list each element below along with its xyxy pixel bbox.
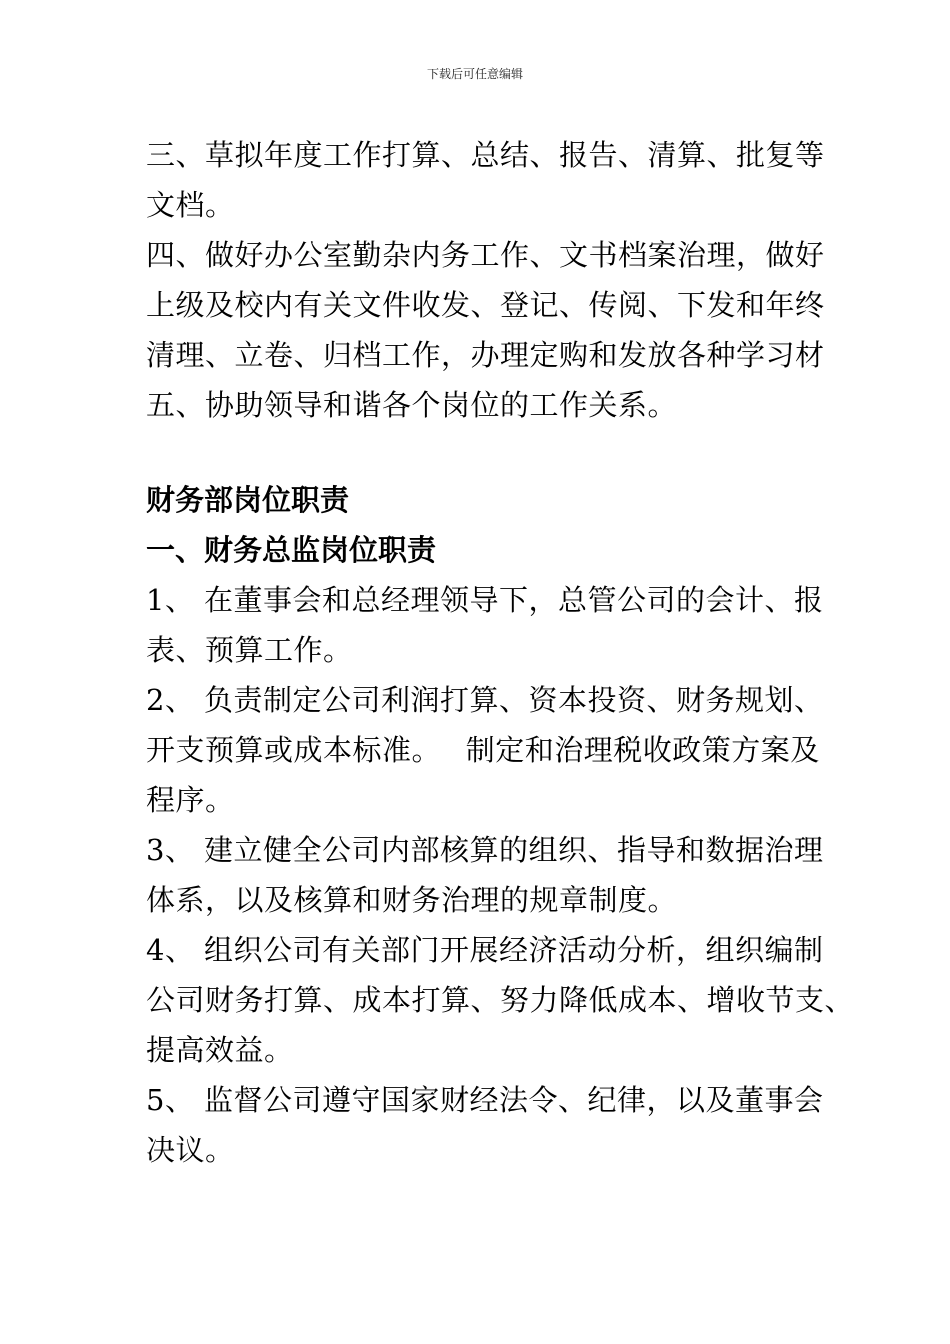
list-item-line: 体系，以及核算和财务治理的规章制度。: [146, 883, 678, 917]
list-item-line: 提高效益。: [146, 1033, 294, 1067]
list-item-line: [146, 675, 836, 725]
list-item-text: 监督公司遵守国家财经法令、纪律，以及董事会: [204, 1083, 824, 1117]
section-title: 财务部岗位职责: [146, 483, 350, 517]
list-item-line: 程序。: [146, 783, 235, 817]
section-subtitle: 一、财务总监岗位职责: [146, 533, 437, 567]
list-item-line: [146, 575, 836, 625]
list-item-text: 组织公司有关部门开展经济活动分析，组织编制: [204, 933, 824, 967]
section-spacer: [146, 430, 836, 475]
list-item-text: 负责制定公司利润打算、资本投资、财务规划、: [204, 683, 824, 717]
list-item-number: 2、: [146, 683, 195, 717]
list-item-text: 在董事会和总经理领导下，总管公司的会计、报: [204, 583, 824, 617]
list-item-number: 1、: [146, 583, 195, 617]
list-item-line: 开支预算或成本标准。 制定和治理税收政策方案及: [146, 733, 820, 767]
paragraph-line: 清理、立卷、归档工作，办理定购和发放各种学习材: [146, 338, 825, 372]
list-item-number: 4、: [146, 933, 195, 967]
page-header: 下载后可任意编辑: [426, 67, 523, 81]
paragraph-line: 四、做好办公室勤杂内务工作、文书档案治理，做好: [146, 238, 825, 272]
list-item-line: 公司财务打算、成本打算、努力降低成本、增收节支、: [146, 983, 855, 1017]
list-item-line: 表、预算工作。: [146, 633, 353, 667]
paragraph-line: 文档。: [146, 188, 235, 222]
list-item-text: 建立健全公司内部核算的组织、指导和数据治理: [204, 833, 824, 867]
list-item-line: [146, 825, 836, 875]
list-item-line: [146, 925, 836, 975]
document-body: [146, 130, 855, 1175]
paragraph-line: 五、协助领导和谐各个岗位的工作关系。: [146, 388, 678, 422]
list-item-number: 3、: [146, 833, 195, 867]
paragraph-line: 上级及校内有关文件收发、登记、传阅、下发和年终: [146, 288, 825, 322]
list-item-line: [146, 1075, 836, 1125]
paragraph-line: 三、草拟年度工作打算、总结、报告、清算、批复等: [146, 138, 825, 172]
list-item-line: 决议。: [146, 1133, 235, 1167]
list-item-number: 5、: [146, 1083, 195, 1117]
